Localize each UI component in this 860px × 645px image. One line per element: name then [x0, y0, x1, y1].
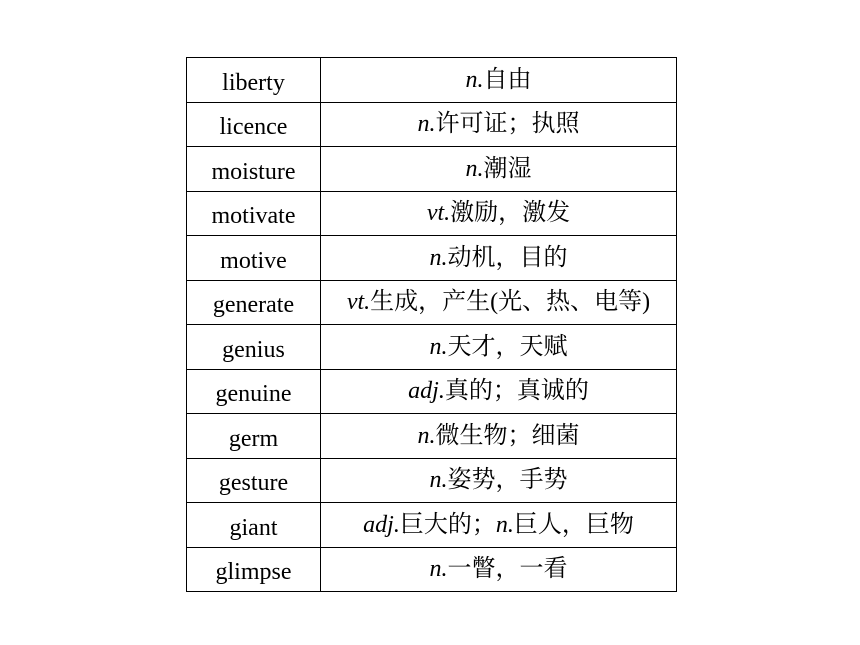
part-of-speech: vt.: [346, 289, 371, 316]
word-cell: genuine: [187, 369, 321, 414]
meaning: 潮湿: [483, 155, 532, 182]
table-row: [187, 236, 677, 281]
table-row: [187, 325, 677, 370]
table-row: [187, 458, 677, 503]
table-row: [187, 102, 677, 147]
table-row: [187, 547, 677, 592]
definition-cell: [321, 325, 677, 370]
meaning: 真的；真诚的: [444, 378, 589, 405]
table-row: [187, 147, 677, 192]
definition-cell: [321, 458, 677, 503]
part-of-speech: n.: [417, 111, 436, 138]
part-of-speech: n.: [429, 467, 448, 494]
table-row: [187, 369, 677, 414]
meaning: 巨大的；: [399, 511, 496, 538]
word-cell: germ: [187, 414, 321, 459]
part-of-speech: adj.: [408, 378, 445, 405]
part-of-speech: n.: [495, 511, 514, 538]
definition-cell: [321, 280, 677, 325]
meaning: 生成，产生(光、热、电等): [370, 289, 651, 316]
part-of-speech: n.: [465, 155, 484, 182]
word-cell: motivate: [187, 191, 321, 236]
word-cell: generate: [187, 280, 321, 325]
part-of-speech: n.: [429, 244, 448, 271]
definition-cell: [321, 147, 677, 192]
part-of-speech: n.: [429, 556, 448, 583]
word-cell: liberty: [187, 58, 321, 103]
definition-cell: [321, 236, 677, 281]
word-cell: giant: [187, 503, 321, 548]
part-of-speech: n.: [417, 422, 436, 449]
word-cell: gesture: [187, 458, 321, 503]
word-cell: licence: [187, 102, 321, 147]
part-of-speech: adj.: [363, 511, 400, 538]
vocabulary-table: [186, 57, 677, 592]
meaning: 一瞥，一看: [447, 556, 568, 583]
word-cell: moisture: [187, 147, 321, 192]
part-of-speech: n.: [465, 66, 484, 93]
definition-cell: [321, 503, 677, 548]
part-of-speech: vt.: [426, 200, 451, 227]
table-row: [187, 503, 677, 548]
meaning: 微生物；细菌: [435, 422, 580, 449]
meaning: 激励，激发: [450, 200, 571, 227]
meaning: 许可证；执照: [435, 111, 580, 138]
part-of-speech: n.: [429, 333, 448, 360]
word-cell: glimpse: [187, 547, 321, 592]
definition-cell: [321, 547, 677, 592]
definition-cell: [321, 102, 677, 147]
meaning: 动机，目的: [447, 244, 568, 271]
definition-cell: [321, 191, 677, 236]
table-row: [187, 58, 677, 103]
definition-cell: [321, 58, 677, 103]
table-row: [187, 280, 677, 325]
meaning: 天才，天赋: [447, 333, 568, 360]
meaning: 巨人，巨物: [513, 511, 634, 538]
definition-cell: [321, 414, 677, 459]
word-cell: motive: [187, 236, 321, 281]
meaning: 自由: [483, 66, 532, 93]
meaning: 姿势，手势: [447, 467, 568, 494]
word-cell: genius: [187, 325, 321, 370]
table-row: [187, 191, 677, 236]
definition-cell: [321, 369, 677, 414]
table-row: [187, 414, 677, 459]
